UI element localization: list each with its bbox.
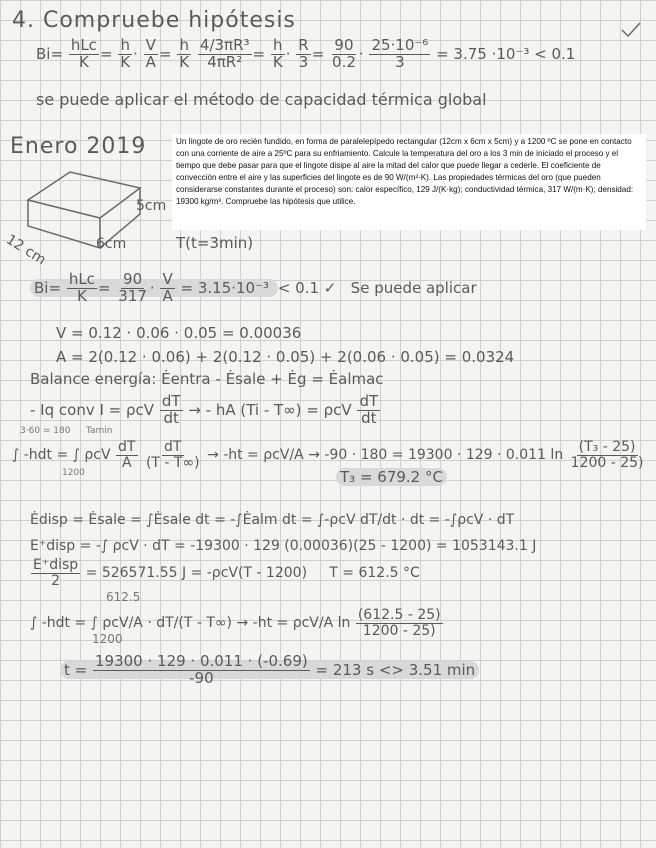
integral-lower-label: 1200: [62, 468, 85, 478]
section-title: Enero 2019: [10, 134, 147, 159]
time-result: t = $\frac{19300 \cdot 129 \cdot 0.011 \cdot (-0.69)}{-90}$ = 213 s <> 3.51 min: [60, 654, 479, 687]
energy-dissipated-total: E⁺disp = -∫ ρcV · dT = -19300 · 129 (0.00036)(25 - 1200) = 1053143.1 J: [30, 538, 537, 554]
conclusion-text: se puede aplicar el método de capacidad térmica global: [36, 90, 487, 109]
integral-equation-1: ∫ -hdt = ∫ ρcV $\frac{dT}{A}$ $\frac{dT}{(T - T\infty)}$ → -ht = ρcV/A → -90 · 180 = 19300 · 129 · 0.011 ln $\frac{\text{(T₃ - 25)}}{1200 - 25)}$: [12, 439, 644, 471]
energy-dissipated-half: $\frac{\text{E⁺disp}}{2}$ = 526571.55 J = -ρcV(T - 1200) T = 612.5 °C: [33, 557, 420, 589]
integral-equation-2: ∫ -hdt = ∫ ρcV/A · dT/(T - T∞) → -ht = ρcV/A ln $\frac{(612.5 - 25)}{1200 - 25)}$: [30, 607, 441, 639]
temperature-question: T(t=3min): [176, 234, 254, 252]
integral2-lower: 1200: [92, 632, 123, 646]
dim-width-label: 6cm: [96, 236, 127, 252]
checkmark-icon: [620, 20, 642, 40]
dim-height-label: 5cm: [136, 198, 167, 214]
integral2-upper: 612.5: [106, 590, 141, 604]
problem-statement: Un lingote de oro recién fundido, en forma de paralelepípedo rectangular (12cm x 6cm x 5cm) y a 1200 ºC se pone en contacto con una corriente de aire a 25ºC para su enfriamiento. Calcule la temperatura del oro a los 3 min de iniciado el proceso y el tiempo que debe pasar para que el lingote disipe al aire la mitad del calor que puede llegar a cederle. El coeficiente de convección entre el aire y las superficies del lingote es de 90 W/(m²·K). Las propiedades térmicas del oro (que pueden considerarse constantes durante el proceso) son: calor específico, 129 J/(K·kg); conductividad térmica, 317 W/(m·K); densidad: 19300 kg/m³. Compruebe las hipótesis que utilice.: [172, 134, 646, 230]
integral-upper-label: 3·60 = 180: [20, 426, 71, 436]
energy-balance: Balance energía: Ėentra - Ėsale + Ėg = Ėalmac: [30, 370, 384, 388]
energy-balance-expanded: - Iq conv I = ρcV $\frac{dT}{dt}$ → - hA (Ti - T∞) = ρcV $\frac{dT}{dt}$: [30, 392, 379, 427]
energy-dissipated-integral: Ėdisp = Ėsale = ∫Ėsale dt = -∫Ėalm dt = ∫-ρcV dT/dt · dt = -∫ρcV · dT: [30, 512, 515, 528]
biot-check-equation: Bi= $\frac{\text{hLc}}{K}$ = $\frac{h}{K}$ · $\frac{V}{A}$ = $\frac{h}{K}$ $\frac{\text{4/3πR³}}{\text{4πR²}}$ = $\frac{h}{K}$ · $\frac{R}{3}$ = $\frac{90}{0.2}$ · $\frac{\text{25·10⁻⁶}}{3}$ = 3.75 ·10⁻³ < 0.1: [36, 36, 576, 71]
volume-equation: V = 0.12 · 0.06 · 0.05 = 0.00036: [56, 324, 302, 342]
t3-result: T₃ = 679.2 °C: [336, 468, 447, 486]
integral-upper-label-2: Tamin: [86, 426, 113, 436]
area-equation: A = 2(0.12 · 0.06) + 2(0.12 · 0.05) + 2(0.06 · 0.05) = 0.0324: [56, 348, 515, 366]
biot-second-check: Bi= $\frac{\text{hLc}}{K}$ = $\frac{90}{317}$ · $\frac{V}{A}$ = 3.15·10⁻³ < 0.1 ✓ Se puede aplicar: [30, 272, 477, 305]
dim-length-label: 12 cm: [3, 231, 49, 269]
page-title: 4. Compruebe hipótesis: [12, 8, 296, 33]
